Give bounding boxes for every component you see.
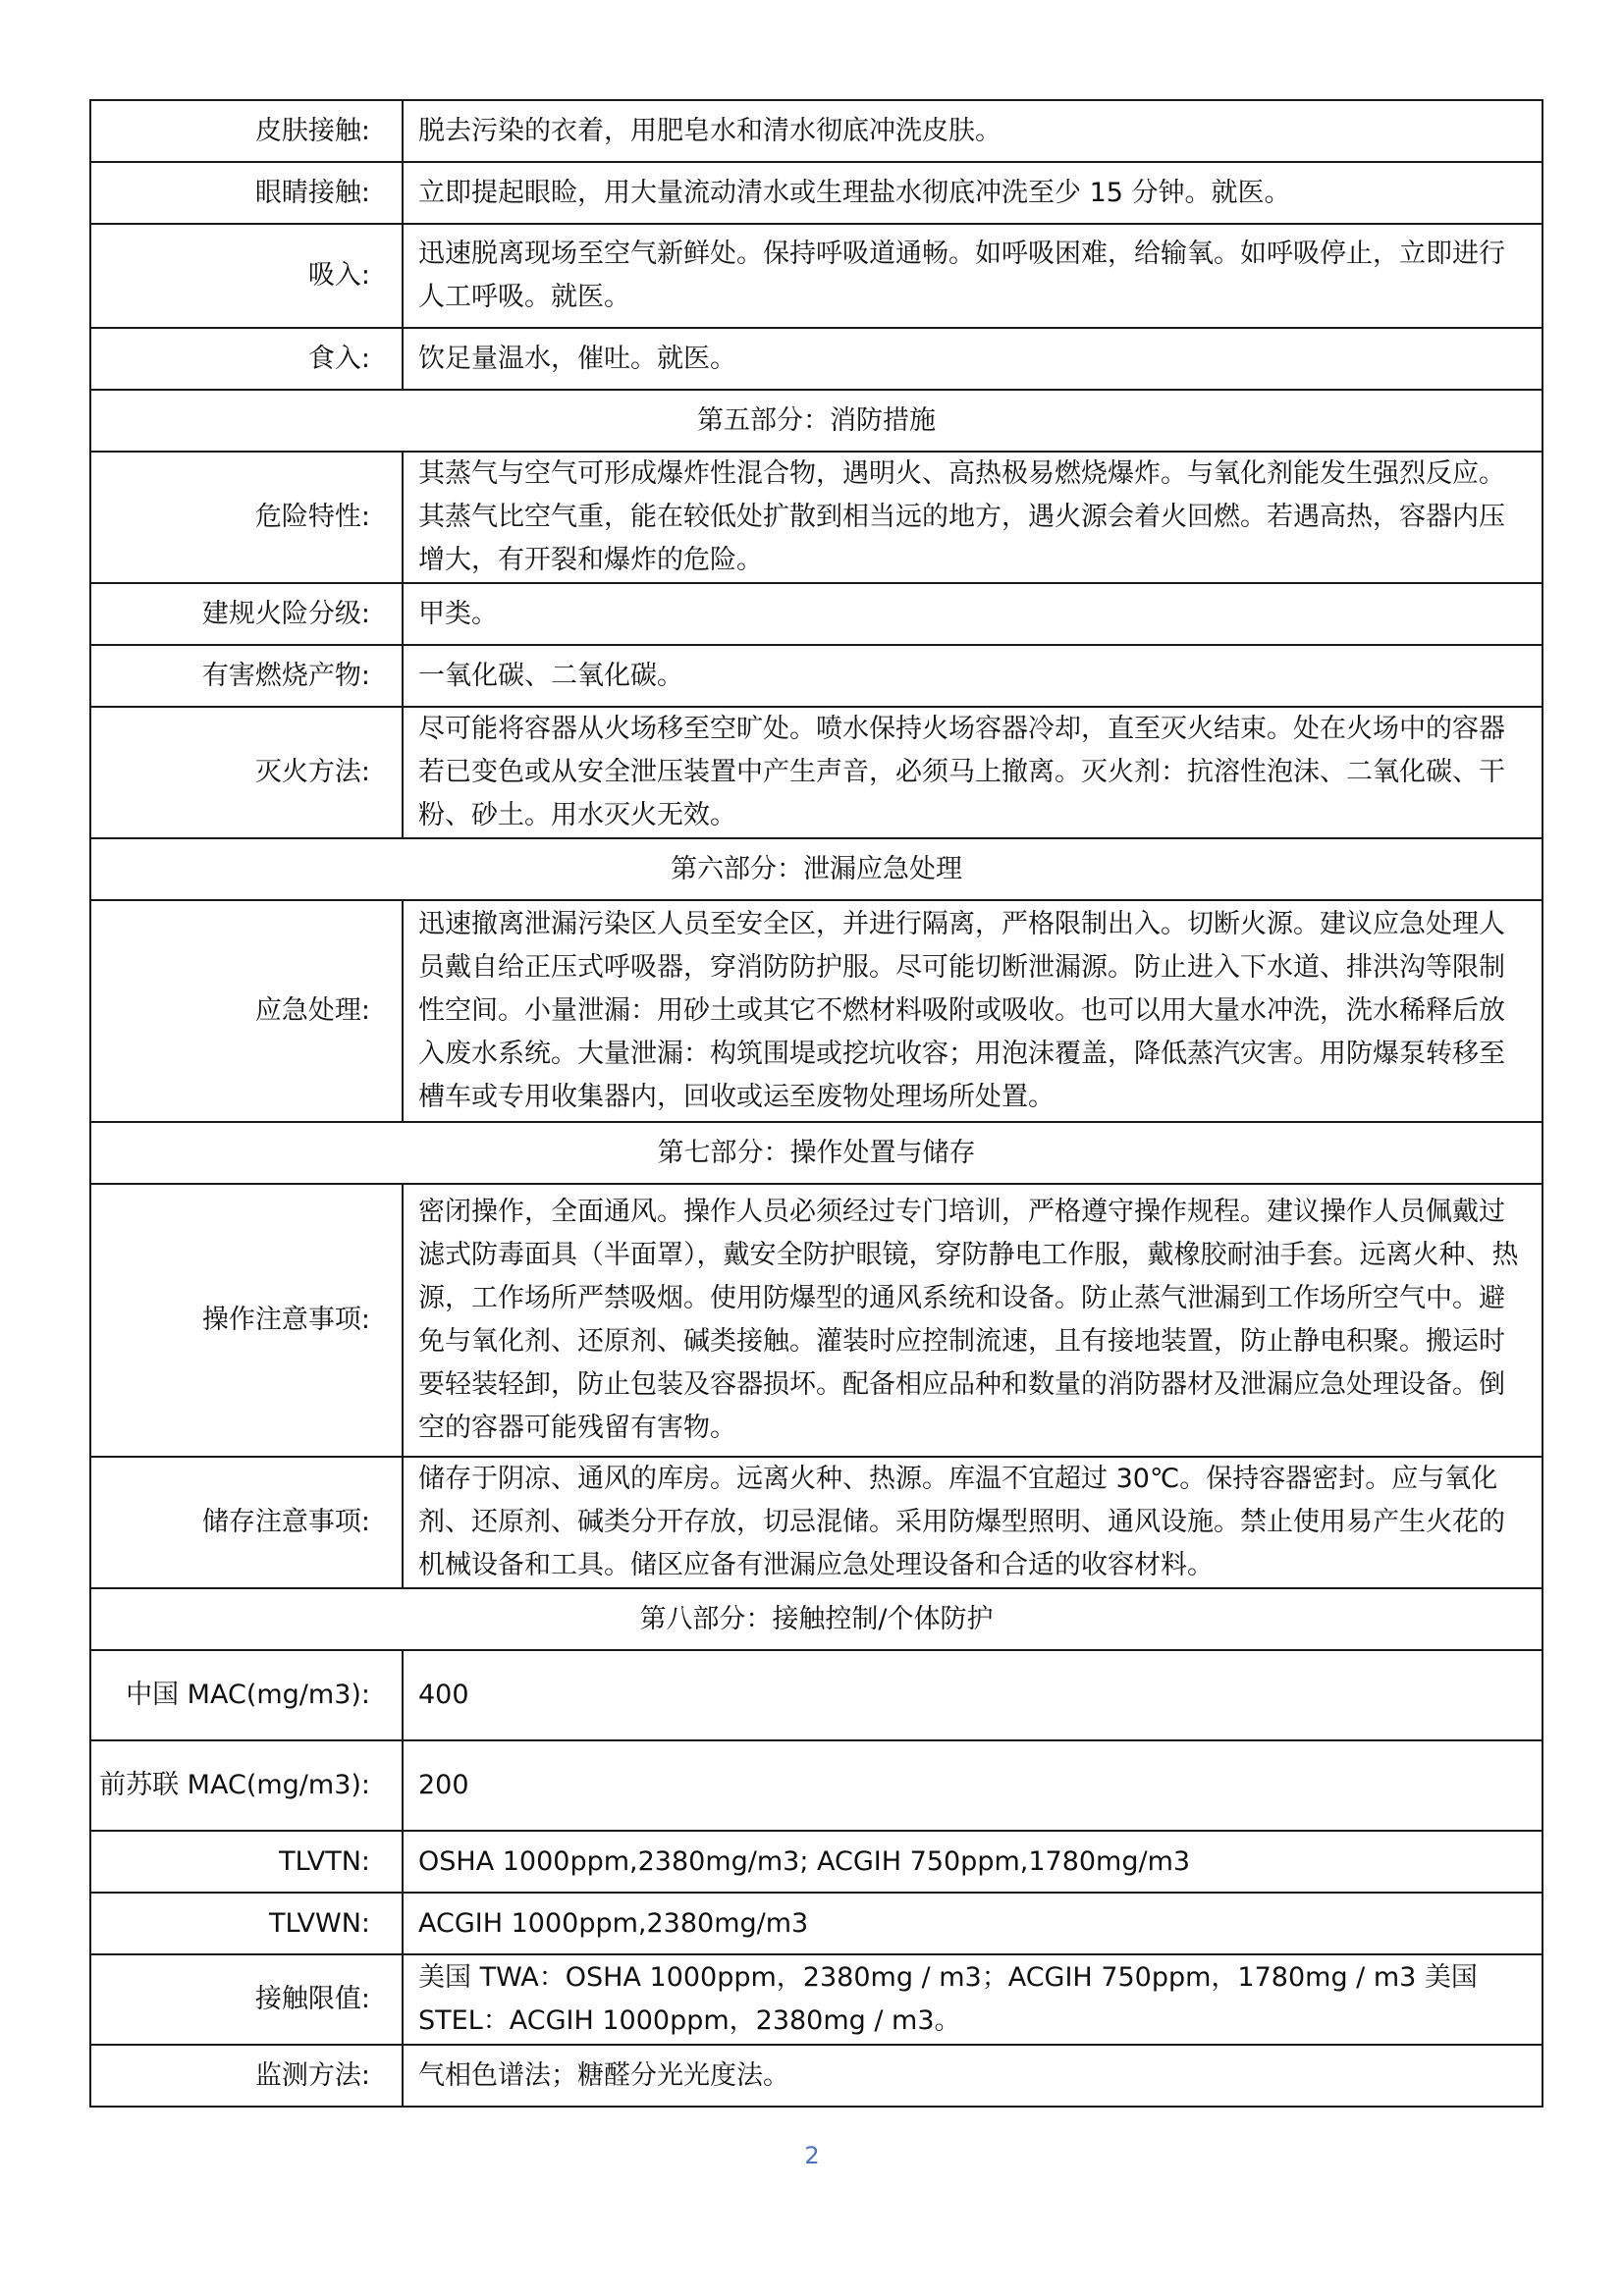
field-value: 尽可能将容器从火场移至空旷处。喷水保持火场容器冷却，直至灭火结束。处在火场中的容器若已变色或从安全泄压装置中产生声音，必须马上撤离。灭火剂：抗溶性泡沫、二氧化碳、干粉、砂土。用水灭火无效。 bbox=[403, 707, 1543, 838]
section-header-row bbox=[90, 1588, 1543, 1650]
field-value: 美国 TWA：OSHA 1000ppm，2380mg / m3；ACGIH 750ppm，1780mg / m3 美国 STEL：ACGIH 1000ppm，2380mg / m3。 bbox=[403, 1954, 1543, 2045]
field-row bbox=[90, 900, 1543, 1122]
section-title: 第五部分：消防措施 bbox=[90, 390, 1543, 452]
section-title: 第八部分：接触控制/个体防护 bbox=[90, 1588, 1543, 1650]
field-label: TLVWN: bbox=[90, 1893, 403, 1954]
field-label: 吸入: bbox=[90, 224, 403, 328]
section-title: 第七部分：操作处置与储存 bbox=[90, 1122, 1543, 1184]
field-value: 密闭操作，全面通风。操作人员必须经过专门培训，严格遵守操作规程。建议操作人员佩戴过滤式防毒面具（半面罩），戴安全防护眼镜，穿防静电工作服，戴橡胶耐油手套。远离火种、热源，工作场所严禁吸烟。使用防爆型的通风系统和设备。防止蒸气泄漏到工作场所空气中。避免与氧化剂、还原剂、碱类接触。灌装时应控制流速，且有接地装置，防止静电积聚。搬运时要轻装轻卸，防止包装及容器损坏。配备相应品种和数量的消防器材及泄漏应急处理设备。倒空的容器可能残留有害物。 bbox=[403, 1184, 1543, 1457]
msds-table bbox=[89, 99, 1543, 2108]
field-value: 立即提起眼睑，用大量流动清水或生理盐水彻底冲洗至少 15 分钟。就医。 bbox=[403, 162, 1543, 224]
field-label: 有害燃烧产物: bbox=[90, 645, 403, 707]
field-label: 储存注意事项: bbox=[90, 1457, 403, 1588]
field-row bbox=[90, 1457, 1543, 1588]
field-row bbox=[90, 1831, 1543, 1893]
field-value: 其蒸气与空气可形成爆炸性混合物，遇明火、高热极易燃烧爆炸。与氧化剂能发生强烈反应。其蒸气比空气重，能在较低处扩散到相当远的地方，遇火源会着火回燃。若遇高热，容器内压增大，有开裂和爆炸的危险。 bbox=[403, 452, 1543, 583]
field-value: 饮足量温水，催吐。就医。 bbox=[403, 328, 1543, 390]
field-label: 中国 MAC(mg/m3): bbox=[90, 1650, 403, 1740]
section-title: 第六部分：泄漏应急处理 bbox=[90, 838, 1543, 900]
field-row bbox=[90, 645, 1543, 707]
field-value: 气相色谱法；糖醛分光光度法。 bbox=[403, 2045, 1543, 2107]
field-row bbox=[90, 328, 1543, 390]
page-number: 2 bbox=[804, 2142, 820, 2169]
field-row bbox=[90, 452, 1543, 583]
field-label: 建规火险分级: bbox=[90, 583, 403, 645]
field-label: 皮肤接触: bbox=[90, 100, 403, 162]
field-row bbox=[90, 1650, 1543, 1740]
field-label: 接触限值: bbox=[90, 1954, 403, 2045]
field-label: 危险特性: bbox=[90, 452, 403, 583]
field-value: 脱去污染的衣着，用肥皂水和清水彻底冲洗皮肤。 bbox=[403, 100, 1543, 162]
field-value: ACGIH 1000ppm,2380mg/m3 bbox=[403, 1893, 1543, 1954]
field-value: 迅速脱离现场至空气新鲜处。保持呼吸道通畅。如呼吸困难，给输氧。如呼吸停止，立即进行人工呼吸。就医。 bbox=[403, 224, 1543, 328]
field-value: 一氧化碳、二氧化碳。 bbox=[403, 645, 1543, 707]
field-value: 甲类。 bbox=[403, 583, 1543, 645]
field-value: OSHA 1000ppm,2380mg/m3; ACGIH 750ppm,1780mg/m3 bbox=[403, 1831, 1543, 1893]
field-label: 应急处理: bbox=[90, 900, 403, 1122]
field-label: 操作注意事项: bbox=[90, 1184, 403, 1457]
field-label: TLVTN: bbox=[90, 1831, 403, 1893]
section-header-row bbox=[90, 1122, 1543, 1184]
field-row bbox=[90, 583, 1543, 645]
field-row bbox=[90, 162, 1543, 224]
field-label: 灭火方法: bbox=[90, 707, 403, 838]
field-row bbox=[90, 707, 1543, 838]
field-row bbox=[90, 2045, 1543, 2107]
section-header-row bbox=[90, 838, 1543, 900]
field-label: 眼睛接触: bbox=[90, 162, 403, 224]
field-label: 监测方法: bbox=[90, 2045, 403, 2107]
section-header-row bbox=[90, 390, 1543, 452]
field-value: 200 bbox=[403, 1740, 1543, 1831]
field-row bbox=[90, 100, 1543, 162]
field-row bbox=[90, 1184, 1543, 1457]
field-value: 迅速撤离泄漏污染区人员至安全区，并进行隔离，严格限制出入。切断火源。建议应急处理人员戴自给正压式呼吸器，穿消防防护服。尽可能切断泄漏源。防止进入下水道、排洪沟等限制性空间。小量泄漏：用砂土或其它不燃材料吸附或吸收。也可以用大量水冲洗，洗水稀释后放入废水系统。大量泄漏：构筑围堤或挖坑收容；用泡沫覆盖，降低蒸汽灾害。用防爆泵转移至槽车或专用收集器内，回收或运至废物处理场所处置。 bbox=[403, 900, 1543, 1122]
field-row bbox=[90, 1954, 1543, 2045]
field-row bbox=[90, 1893, 1543, 1954]
field-label: 前苏联 MAC(mg/m3): bbox=[90, 1740, 403, 1831]
field-value: 储存于阴凉、通风的库房。远离火种、热源。库温不宜超过 30℃。保持容器密封。应与氧化剂、还原剂、碱类分开存放，切忌混储。采用防爆型照明、通风设施。禁止使用易产生火花的机械设备和工具。储区应备有泄漏应急处理设备和合适的收容材料。 bbox=[403, 1457, 1543, 1588]
field-value: 400 bbox=[403, 1650, 1543, 1740]
field-row bbox=[90, 224, 1543, 328]
field-label: 食入: bbox=[90, 328, 403, 390]
field-row bbox=[90, 1740, 1543, 1831]
